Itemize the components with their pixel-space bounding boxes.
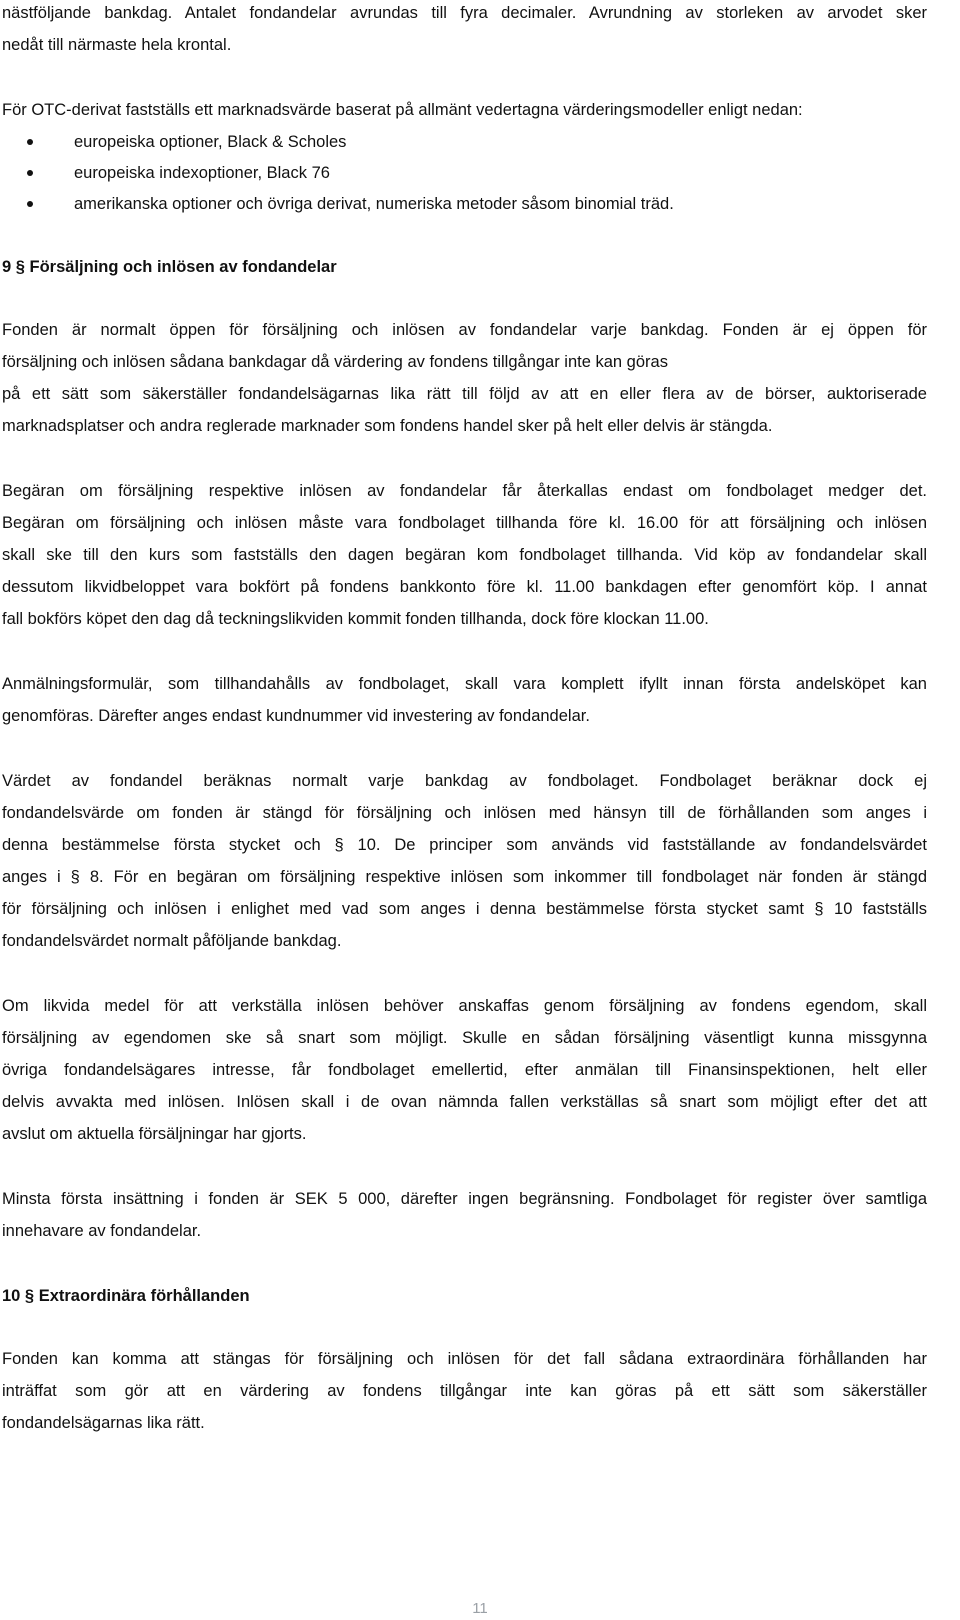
section-9-paragraph-2: [2, 478, 927, 638]
text-line: Värdet av fondandel beräknas normalt varje bankdag av fondbolaget. Fondbolaget beräknar dock ej: [2, 772, 927, 790]
section-9-heading: 9 § Försäljning och inlösen av fondandelar: [2, 258, 337, 276]
text-line: övriga fondandelsägares intresse, får fondbolaget emellertid, efter anmälan till Finansinspektionen, helt eller: [2, 1061, 927, 1079]
text-line: Fonden är normalt öppen för försäljning och inlösen av fondandelar varje bankdag. Fonden är ej öppen för: [2, 321, 927, 339]
text-line: För OTC-derivat fastställs ett marknadsvärde baserat på allmänt vedertagna värderingsmodeller enligt nedan:: [2, 101, 803, 119]
text-line: för försäljning och inlösen i enlighet med vad som anges i denna bestämmelse första stycket samt § 10 fastställs: [2, 900, 927, 918]
intro-paragraph: [2, 0, 927, 64]
text-line: dessutom likvidbeloppet vara bokfört på fondens bankkonto före kl. 11.00 bankdagen efter genomfört köp. I annat: [2, 578, 927, 596]
text-line: genomföras. Därefter anges endast kundnummer vid investering av fondandelar.: [2, 707, 590, 725]
text-line: Fonden kan komma att stängas för försäljning och inlösen för det fall sådana extraordinära förhållanden har: [2, 1350, 927, 1368]
otc-bullet-list: [2, 129, 927, 222]
section-10-heading: 10 § Extraordinära förhållanden: [2, 1287, 250, 1305]
text-line: Om likvida medel för att verkställa inlösen behöver anskaffas genom försäljning av fondens egendom, skall: [2, 997, 927, 1015]
text-line: nedåt till närmaste hela krontal.: [2, 36, 232, 54]
text-line: Anmälningsformulär, som tillhandahålls av fondbolaget, skall vara komplett ifyllt innan första andelsköpet kan: [2, 675, 927, 693]
text-line: anges i § 8. För en begäran om försäljning respektive inlösen som inkommer till fondbolaget när fonden är stängd: [2, 868, 927, 886]
section-10-paragraph-1: [2, 1346, 927, 1442]
text-line: fondandelsägarnas lika rätt.: [2, 1414, 205, 1432]
text-line: Begäran om försäljning respektive inlösen av fondandelar får återkallas endast om fondbolaget medger det.: [2, 482, 927, 500]
document-body: [2, 0, 927, 1442]
list-item: europeiska optioner, Black & Scholes: [2, 129, 927, 160]
text-line: försäljning av egendomen ske så snart som möjligt. Skulle en sådan försäljning väsentligt kunna missgynna: [2, 1029, 927, 1047]
text-line: denna bestämmelse första stycket och § 10. De principer som används vid fastställande av fondandelsvärdet: [2, 836, 927, 854]
section-9-paragraph-3: [2, 671, 927, 735]
section-9-paragraph-1: [2, 317, 927, 445]
text-line: avslut om aktuella försäljningar har gjorts.: [2, 1125, 307, 1143]
text-line: Minsta första insättning i fonden är SEK 5 000, därefter ingen begränsning. Fondbolaget för register över samtliga: [2, 1190, 927, 1208]
text-line: fondandelsvärde om fonden är stängd för försäljning och inlösen med hänsyn till de förhållanden som anges i: [2, 804, 927, 822]
text-line: fall bokförs köpet den dag då teckningslikviden kommit fonden tillhanda, dock före klockan 11.00.: [2, 610, 709, 628]
section-9-paragraph-5: [2, 993, 927, 1153]
text-line: skall ske till den kurs som fastställs den dagen begäran kom fondbolaget tillhanda. Vid köp av fondandelar skall: [2, 546, 927, 564]
list-item: europeiska indexoptioner, Black 76: [2, 160, 927, 191]
text-line: innehavare av fondandelar.: [2, 1222, 202, 1240]
bullet-icon: [27, 201, 33, 207]
section-9-paragraph-6: [2, 1186, 927, 1250]
list-item: amerikanska optioner och övriga derivat, numeriska metoder såsom binomial träd.: [2, 191, 927, 222]
bullet-icon: [27, 139, 33, 145]
text-line: delvis avvakta med inlösen. Inlösen skall i de ovan nämnda fallen verkställas så snart som möjligt efter det att: [2, 1093, 927, 1111]
text-line: inträffat som gör att en värdering av fondens tillgångar inte kan göras på ett sätt som säkerställer: [2, 1382, 927, 1400]
text-line: försäljning och inlösen sådana bankdagar då värdering av fondens tillgångar inte kan göras: [2, 353, 668, 371]
text-line: fondandelsvärdet normalt påföljande bankdag.: [2, 932, 342, 950]
text-line: marknadsplatser och andra reglerade marknader som fondens handel sker på helt eller delvis är stängda.: [2, 417, 773, 435]
text-line: på ett sätt som säkerställer fondandelsägarnas lika rätt till följd av att en eller flera av de börser, auktoriserade: [2, 385, 927, 403]
page-number: 11: [472, 1600, 488, 1617]
text-line: Begäran om försäljning och inlösen måste vara fondbolaget tillhanda före kl. 16.00 för att försäljning och inlösen: [2, 514, 927, 532]
text-line: nästföljande bankdag. Antalet fondandelar avrundas till fyra decimaler. Avrundning av storleken av arvodet sker: [2, 4, 927, 22]
bullet-icon: [27, 170, 33, 176]
section-9-paragraph-4: [2, 768, 927, 960]
otc-paragraph: [2, 97, 927, 222]
